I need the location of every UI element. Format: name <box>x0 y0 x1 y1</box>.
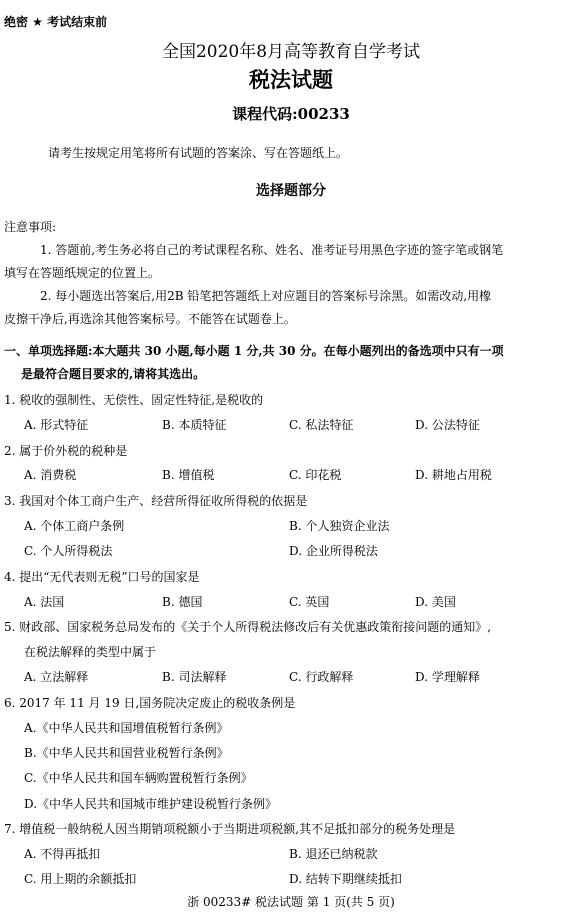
exam-title: 全国2020年8月高等教育自学考试 <box>161 42 421 62</box>
question-5-option-d: D. 学理解释 <box>415 670 480 684</box>
note-2-line-1: 2. 每小题选出答案后,用2B 铅笔把答题纸上对应题目的答案标号涂黑。如需改动,用橡 <box>40 289 492 303</box>
question-5-stem-line-1: 5. 财政部、国家税务总局发布的《关于个人所得税法修改后有关优惠政策衔接问题的通知》, <box>4 620 492 634</box>
question-6-option-a: A.《中华人民共和国增值税暂行条例》 <box>24 721 229 735</box>
course-code: 课程代码:00233 <box>232 105 350 123</box>
question-5-stem-line-2: 在税法解释的类型中属于 <box>24 645 157 659</box>
question-4-option-c: C. 英国 <box>289 595 330 609</box>
question-1-option-d: D. 公法特征 <box>415 418 480 432</box>
question-1-option-a: A. 形式特征 <box>24 418 89 432</box>
confidential-label: 绝密 ★ 考试结束前 <box>4 15 108 29</box>
question-4-stem: 4. 提出“无代表则无税”口号的国家是 <box>4 570 200 584</box>
question-3-stem: 3. 我国对个体工商户生产、经营所得征收所得税的依据是 <box>4 494 308 508</box>
part1-heading-line-1: 一、单项选择题:本大题共 30 小题,每小题 1 分,共 30 分。在每小题列出的备选项中只有一项 <box>4 344 504 358</box>
note-1-line-1: 1. 答题前,考生务必将自己的考试课程名称、姓名、准考证号用黑色字迹的签字笔或钢笔 <box>40 243 504 257</box>
question-4-option-b: B. 德国 <box>162 595 203 609</box>
question-3-option-d: D. 企业所得税法 <box>289 544 378 558</box>
question-4-option-d: D. 美国 <box>415 595 456 609</box>
note-1-line-2: 填写在答题纸规定的位置上。 <box>4 266 161 280</box>
question-6-option-d: D.《中华人民共和国城市维护建设税暂行条例》 <box>24 797 278 811</box>
question-2-option-a: A. 消费税 <box>24 468 77 482</box>
question-2-option-c: C. 印花税 <box>289 468 342 482</box>
question-7-stem: 7. 增值税一般纳税人因当期销项税额小于当期进项税额,其不足抵扣部分的税务处理是 <box>4 822 456 836</box>
page-footer: 浙 00233# 税法试题 第 1 页(共 5 页) <box>187 895 395 909</box>
question-1-option-b: B. 本质特征 <box>162 418 227 432</box>
question-2-option-b: B. 增值税 <box>162 468 215 482</box>
section-title: 选择题部分 <box>256 183 326 199</box>
question-4-option-a: A. 法国 <box>24 595 65 609</box>
notes-heading: 注意事项: <box>4 220 57 234</box>
question-3-option-a: A. 个体工商户条例 <box>24 519 125 533</box>
question-6-option-b: B.《中华人民共和国营业税暂行条例》 <box>24 746 229 760</box>
question-7-option-b: B. 退还已纳税款 <box>289 847 378 861</box>
question-6-stem: 6. 2017 年 11 月 19 日,国务院决定废止的税收条例是 <box>4 696 296 710</box>
question-2-option-d: D. 耕地占用税 <box>415 468 492 482</box>
question-1-option-c: C. 私法特征 <box>289 418 354 432</box>
question-3-option-b: B. 个人独资企业法 <box>289 519 390 533</box>
question-7-option-c: C. 用上期的余额抵扣 <box>24 872 137 886</box>
question-5-option-c: C. 行政解释 <box>289 670 354 684</box>
note-2-line-2: 皮擦干净后,再选涂其他答案标号。不能答在试题卷上。 <box>4 312 296 326</box>
subject-title: 税法试题 <box>249 68 333 92</box>
question-2-stem: 2. 属于价外税的税种是 <box>4 444 128 458</box>
question-6-option-c: C.《中华人民共和国车辆购置税暂行条例》 <box>24 771 253 785</box>
question-1-stem: 1. 税收的强制性、无偿性、固定性特征,是税收的 <box>4 393 264 407</box>
question-7-option-a: A. 不得再抵扣 <box>24 847 101 861</box>
question-7-option-d: D. 结转下期继续抵扣 <box>289 872 402 886</box>
question-5-option-a: A. 立法解释 <box>24 670 89 684</box>
instruction-text: 请考生按规定用笔将所有试题的答案涂、写在答题纸上。 <box>48 146 349 160</box>
question-3-option-c: C. 个人所得税法 <box>24 544 113 558</box>
question-5-option-b: B. 司法解释 <box>162 670 227 684</box>
part1-heading-line-2: 是最符合题目要求的,请将其选出。 <box>21 367 206 381</box>
